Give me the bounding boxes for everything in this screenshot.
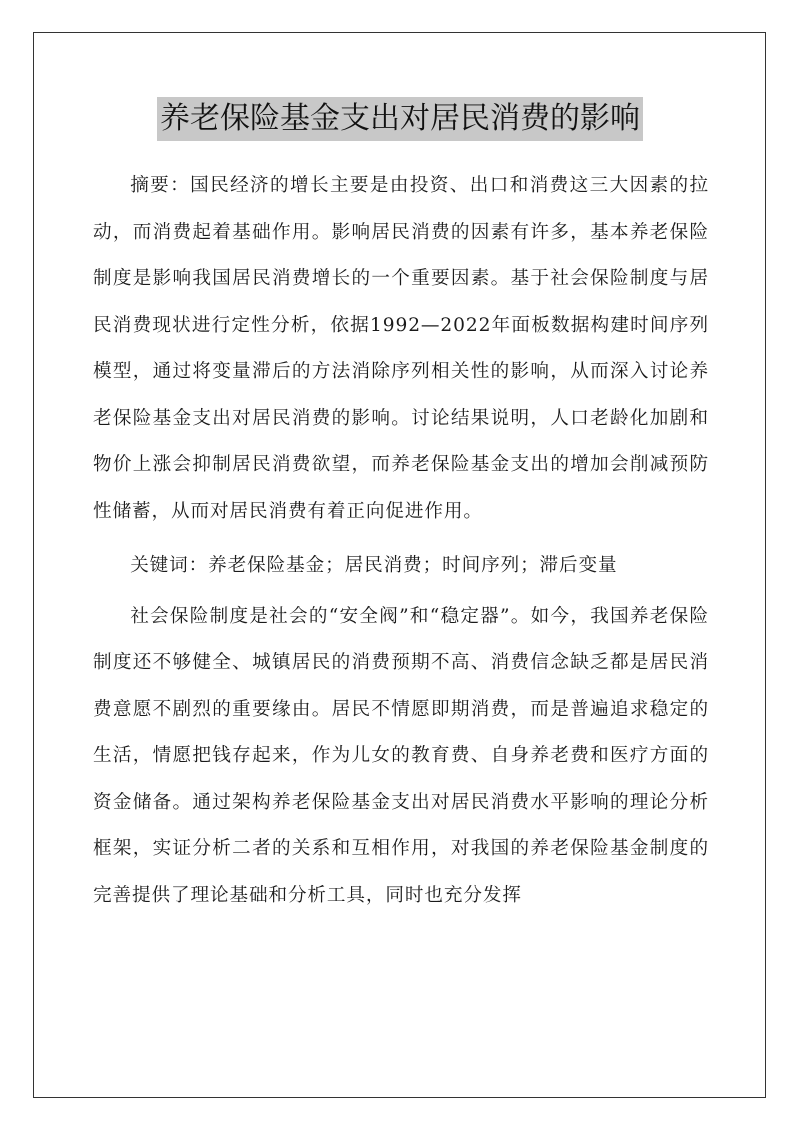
document-title: 养老保险基金支出对居民消费的影响	[157, 97, 643, 141]
keywords-line: 关键词：养老保险基金；居民消费；时间序列；滞后变量	[130, 555, 618, 576]
abstract-paragraph: 摘要：国民经济的增长主要是由投资、出口和消费这三大因素的拉动，而消费起着基础作用。影响居民消费的因素有许多，基本养老保险制度是影响我国居民消费增长的一个重要因素。基于社会保险制度与居民消费现状进行定性分析，依据1992—2022年面板数据构建时间序列模型，通过将变量滞后的方法消除序列相关性的影响，从而深入讨论养老保险基金支出对居民消费的影响。讨论结果说明，人口老龄化加剧和物价上涨会抑制居民消费欲望，而养老保险基金支出的增加会削减预防性储蓄，从而对居民消费有着正向促进作用。	[93, 175, 709, 522]
document-body	[93, 163, 709, 919]
title-container	[0, 97, 800, 141]
body-paragraph: 社会保险制度是社会的“安全阀”和“稳定器”。如今，我国养老保险制度还不够健全、城镇居民的消费预期不高、消费信念缺乏都是居民消费意愿不剧烈的重要缘由。居民不情愿即期消费，而是普遍追求稳定的生活，情愿把钱存起来，作为儿女的教育费、自身养老费和医疗方面的资金储备。通过架构养老保险基金支出对居民消费水平影响的理论分析框架，实证分析二者的关系和互相作用，对我国的养老保险基金制度的完善提供了理论基础和分析工具，同时也充分发挥	[93, 605, 709, 906]
